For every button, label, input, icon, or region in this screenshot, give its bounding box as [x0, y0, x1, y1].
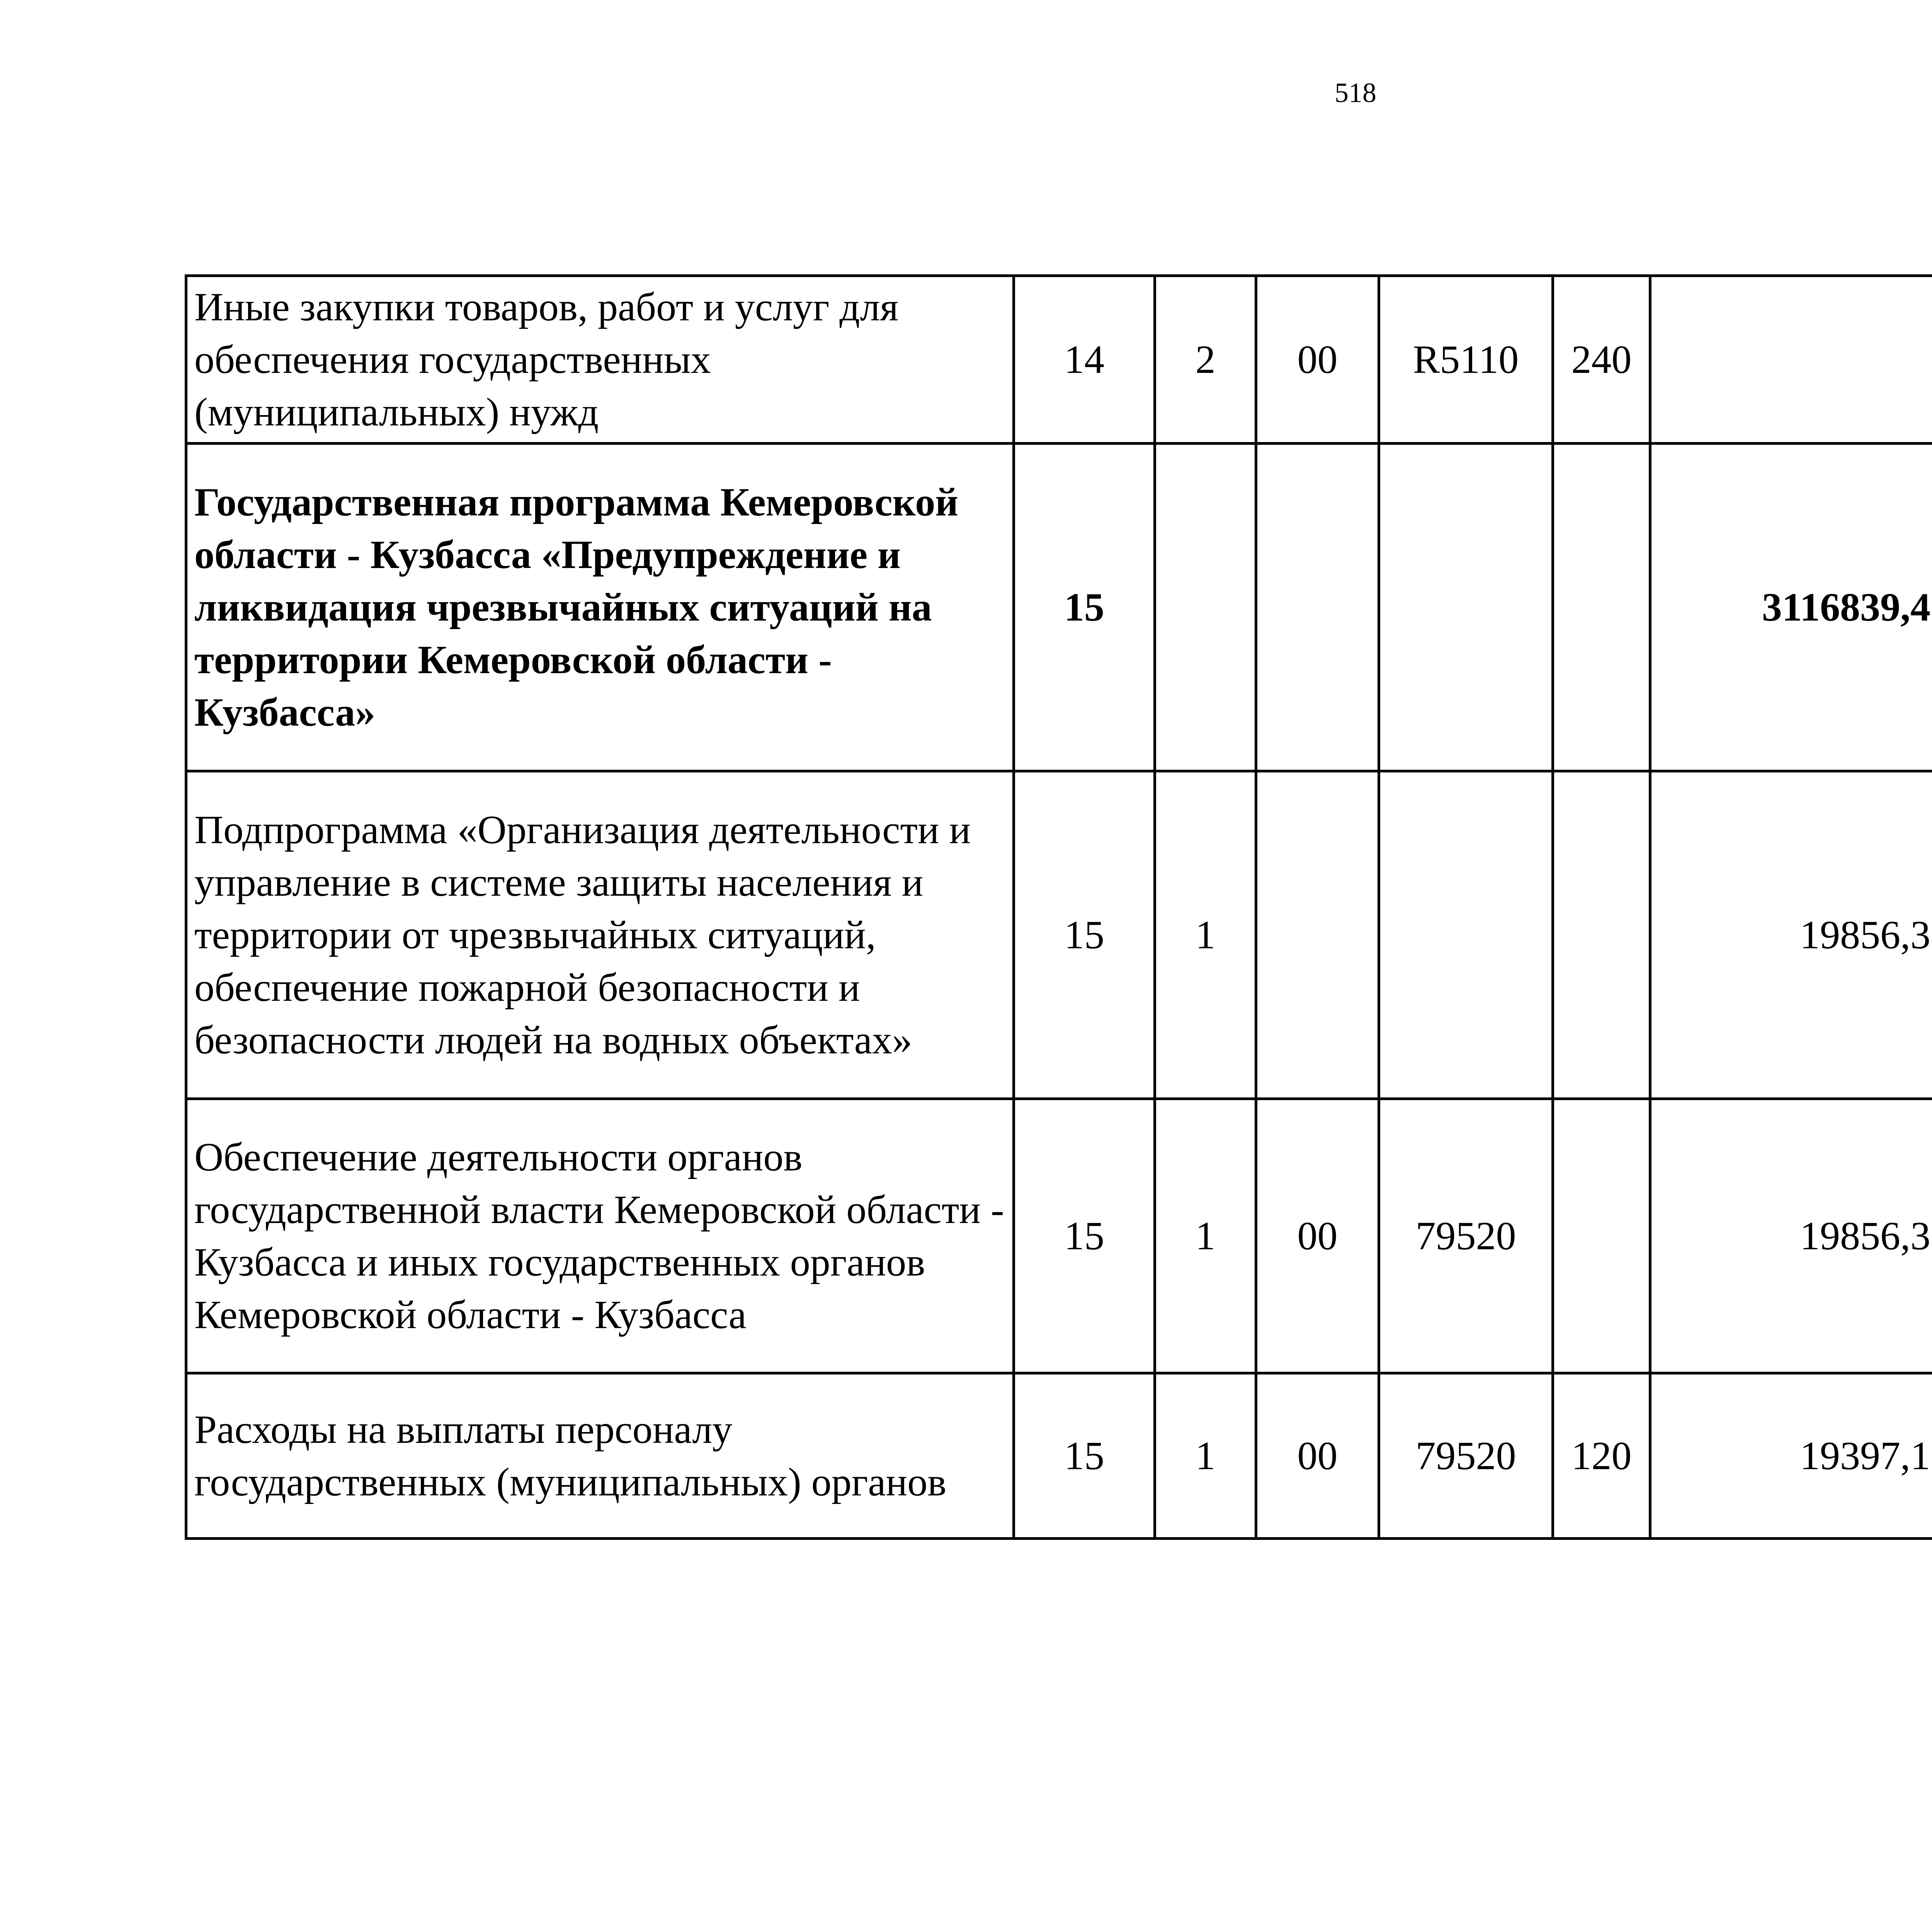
table-row	[186, 276, 1932, 444]
expense-type-code: 120	[1553, 1373, 1650, 1539]
subprogram-code: 1	[1155, 1373, 1256, 1539]
subprogram-code	[1155, 444, 1256, 771]
amount-year-1: 3116839,4	[1650, 444, 1932, 771]
direction-code	[1379, 444, 1553, 771]
expense-type-code	[1553, 1099, 1650, 1373]
row-name: Подпрограмма «Организация деятельности и управление в системе защиты населения и территории от чрезвычайных ситуаций, обеспечение пожарной безопасности и безопасности людей на водных объектах»	[186, 771, 1014, 1099]
page-number: 518	[1335, 77, 1376, 108]
amount-year-1: 19856,3	[1650, 771, 1932, 1099]
amount-year-1: 19856,3	[1650, 1099, 1932, 1373]
event-code	[1256, 444, 1379, 771]
subprogram-code: 1	[1155, 1099, 1256, 1373]
table-row	[186, 1373, 1932, 1539]
expense-type-code: 240	[1553, 276, 1650, 444]
section-code: 15	[1014, 1373, 1155, 1539]
section-code: 15	[1014, 771, 1155, 1099]
subprogram-code: 1	[1155, 771, 1256, 1099]
direction-code	[1379, 771, 1553, 1099]
section-code: 15	[1014, 444, 1155, 771]
event-code: 00	[1256, 1373, 1379, 1539]
row-name: Обеспечение деятельности органов государственной власти Кемеровской области - Кузбасса и иных государственных органов Кемеровской области - Кузбасса	[186, 1099, 1014, 1373]
direction-code: 79520	[1379, 1099, 1553, 1373]
direction-code: 79520	[1379, 1373, 1553, 1539]
event-code	[1256, 771, 1379, 1099]
table-row	[186, 771, 1932, 1099]
expense-type-code	[1553, 444, 1650, 771]
table-row	[186, 444, 1932, 771]
expense-type-code	[1553, 771, 1650, 1099]
row-name: Расходы на выплаты персоналу государственных (муниципальных) органов	[186, 1373, 1014, 1539]
section-code: 15	[1014, 1099, 1155, 1373]
row-name: Иные закупки товаров, работ и услуг для обеспечения государственных (муниципальных) нужд	[186, 276, 1014, 444]
amount-year-1: 19397,1	[1650, 1373, 1932, 1539]
subprogram-code: 2	[1155, 276, 1256, 444]
table-row	[186, 1099, 1932, 1373]
event-code: 00	[1256, 276, 1379, 444]
direction-code: R5110	[1379, 276, 1553, 444]
section-code: 14	[1014, 276, 1155, 444]
budget-table	[185, 274, 1932, 1540]
event-code: 00	[1256, 1099, 1379, 1373]
amount-year-1	[1650, 276, 1932, 444]
row-name: Государственная программа Кемеровской области - Кузбасса «Предупреждение и ликвидация чрезвычайных ситуаций на территории Кемеровской области - Кузбасса»	[186, 444, 1014, 771]
